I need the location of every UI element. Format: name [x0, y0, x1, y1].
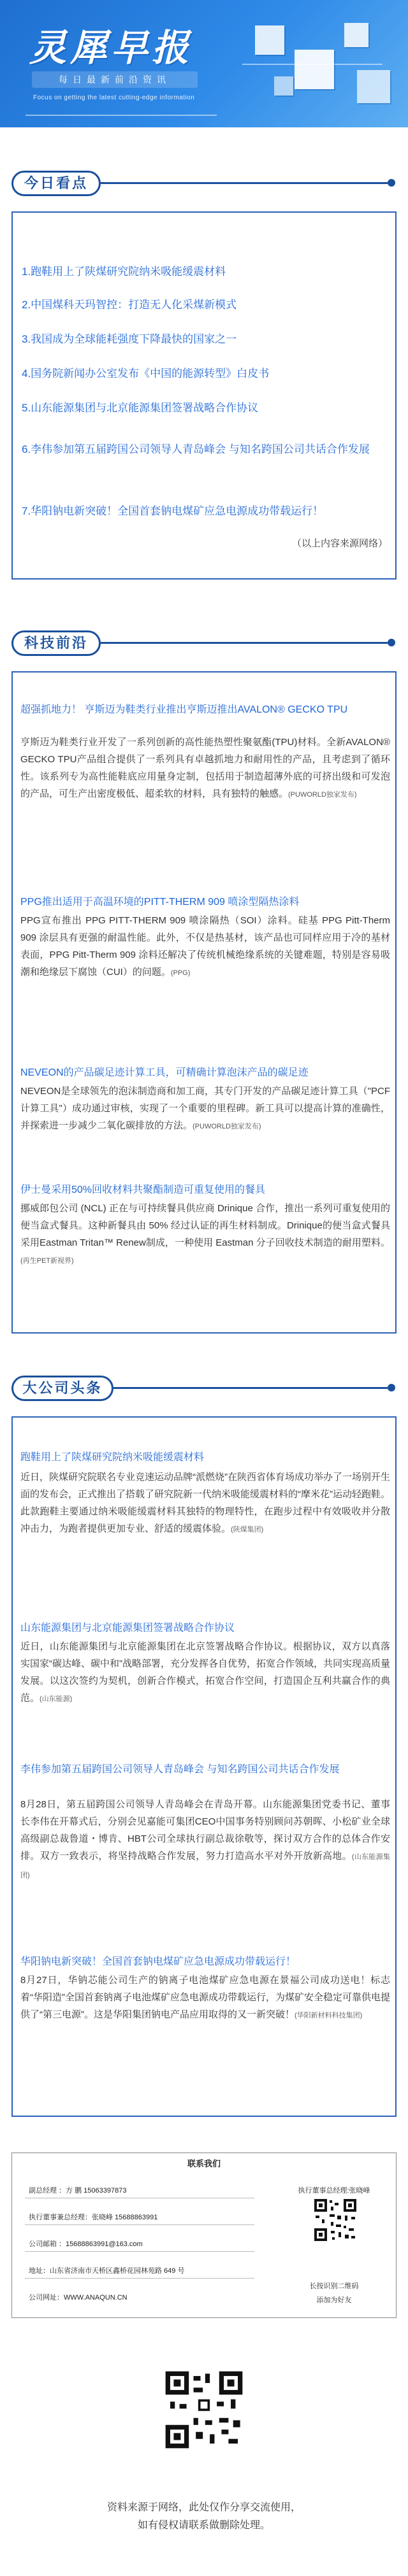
section-title-today: 今日看点 [11, 171, 101, 196]
today-item[interactable]: 2.中国煤科天玛智控：打造无人化采煤新模式 [22, 299, 237, 311]
section-header-company [11, 1376, 397, 1401]
today-item[interactable]: 1.跑鞋用上了陕煤研究院纳米吸能缓震材料 [22, 266, 226, 278]
article-title[interactable]: 山东能源集团与北京能源集团签署战略合作协议 [20, 1623, 235, 1633]
today-item[interactable]: 6.李伟参加第五届跨国公司领导人青岛峰会 与知名跨国公司共话合作发展 [22, 443, 370, 455]
article-title[interactable]: 伊士曼采用50%回收材料共聚酯制造可重复使用的餐具 [20, 1185, 266, 1195]
contact-line: 地址：山东省济南市天桥区鑫桥花园林苑路 649 号 [29, 2267, 185, 2275]
cube-decoration [274, 76, 293, 96]
today-item[interactable]: 5.山东能源集团与北京能源集团签署战略合作协议 [22, 402, 259, 414]
article-body: 近日，山东能源集团与北京能源集团在北京签署战略合作协议。根据协议，双方以真落实国家“碳达峰、碳中和”战略部署，充分发挥各自优势，拓宽合作领域，共同实现高质量发展。以这次签约为契机，创新合作模式，拓宽合作空间，打造国企互利共赢合作的典范。(山东能源) [20, 1641, 390, 1704]
today-box [11, 211, 397, 580]
company-box [11, 1416, 397, 2117]
header-banner [0, 0, 408, 127]
section-title-company: 大公司头条 [11, 1376, 113, 1401]
article-title[interactable]: PPG推出适用于高温环境的PITT-THERM 909 喷涂型隔热涂料 [20, 897, 300, 907]
today-item[interactable]: 3.我国成为全球能耗强度下降最快的国家之一 [22, 333, 237, 345]
banner-subtitle: 每日最新前沿资讯 [32, 71, 198, 88]
qr-caption: 长按识别二维码 [309, 2282, 359, 2290]
footer-line: 资料来源于网络，此处仅作分享交流使用， [106, 2502, 301, 2513]
contact-line[interactable]: 公司邮箱 ：15688863991@163.com [29, 2240, 143, 2248]
article-title[interactable]: 跑鞋用上了陕煤研究院纳米吸能缓震材料 [20, 1452, 205, 1463]
contact-title: 联系我们 [187, 2159, 221, 2168]
banner-slogan: Focus on getting the latest cutting-edge information [33, 94, 195, 101]
article-title[interactable]: NEVEON的产品碳足迹计算工具，可精确计算泡沫产品的碳足迹 [20, 1067, 309, 1078]
today-item[interactable]: 4.国务院新闻办公室发布《中国的能源转型》白皮书 [22, 367, 270, 380]
article-source: (山东能源集团) [20, 1853, 390, 1879]
contact-line: 执行董事兼总经理：张晓峰 15688863991 [29, 2214, 158, 2221]
article-body: 挪威郎包公司 (NCL) 正在与可持续餐具供应商 Drinique 合作，推出一系列可重复使用的便当盒式餐具。这种新餐具由 50% 经过认证的再生材料制成。Drinique的便当盒式餐具采用Eastman Tritan™ Renew制成，一种使用 Eastman 分子回收技术制造的耐用塑料。(再生PET新视界) [20, 1203, 390, 1265]
article-source: (华阳新材料科技集团) [295, 2012, 363, 2019]
article-source: (PPG) [170, 969, 191, 977]
contact-line: 副总经理 ：方 鹏 15063397873 [29, 2187, 127, 2195]
banner-title: 灵犀早报 [29, 26, 193, 69]
article-body: 8月28日，第五届跨国公司领导人青岛峰会在青岛开幕。山东能源集团党委书记、董事长李伟在开幕式后，分别会见嘉能可集团CEO中国事务特别顾问苏朝晖、小松矿业全球高级副总裁鲁道・博肯、HBT公司全球执行副总裁徐敬等，探讨双方合作的总体合作安排。双方一致表示，将坚持战略合作发展，努力打造高水平对外开放新高地。(山东能源集团) [20, 1799, 390, 1879]
qr-caption: 添加为好友 [316, 2296, 352, 2304]
bottom-qr-code[interactable] [163, 2369, 245, 2451]
article-title[interactable]: 华阳钠电新突破！全国首套钠电煤矿应急电源成功带载运行！ [20, 1956, 296, 1967]
article-body: 8月27日，华钠芯能公司生产的钠离子电池煤矿应急电源在景福公司成功送电！标志着“华阳造”全国首套钠离子电池煤矿应急电源成功带载运行，为煤矿安全稳定可靠供电提供了“第三电源”。这是华阳集团钠电产品应用取得的又一新突破！(华阳新材料科技集团) [20, 1975, 390, 2020]
article-title[interactable]: 超强抓地力！ 亨斯迈为鞋类行业推出亨斯迈推出AVALON® GECKO TPU [20, 704, 348, 715]
cube-decoration [295, 50, 334, 89]
section-header-tech [11, 630, 397, 656]
article-title[interactable]: 李伟参加第五届跨国公司领导人青岛峰会 与知名跨国公司共话合作发展 [20, 1764, 340, 1775]
wechat-qr-code[interactable] [313, 2198, 358, 2242]
article-body: 近日，陕煤研究院联名专业竞速运动品牌“派燃烧”在陕西省体育场成功举办了一场别开生面的发布会，正式推出了搭载了研究院新一代纳米吸能缓震材料的“摩米花”运动轻跑鞋。此款跑鞋主要通过纳米吸能缓震材料其独特的物理特性，在跑步过程中有效吸收并分散冲击力，为跑者提供更加专业、舒适的缓震体验。(陕煤集团) [20, 1472, 390, 1534]
cube-decoration [255, 25, 284, 55]
section-header-today [11, 171, 397, 196]
article-source: (山东能源) [40, 1695, 73, 1703]
section-title-tech: 科技前沿 [11, 630, 101, 656]
article-source: (陕煤集团) [231, 1526, 264, 1534]
article-source: (PUWORLD独家发布) [288, 791, 357, 799]
cube-decoration [357, 70, 390, 103]
cube-decoration [344, 23, 368, 47]
tech-box [11, 671, 397, 1334]
article-body: NEVEON是全球领先的泡沫制造商和加工商，其专门开发的产品碳足迹计算工具（"PCF计算工具"）成功通过审核，实现了一个重要的里程碑。新工具可以提高计算的准确性，并探索进一步减少二氧化碳排放的方法。(PUWORLD独家发布) [20, 1086, 390, 1131]
article-body: PPG宣布推出 PPG PITT-THERM 909 喷涂隔热（SOI）涂料。硅基 PPG Pitt-Therm 909 涂层具有更强的耐温性能。此外，不仅是热基材，该产品也可同样应用于冷的基材表面，PPG Pitt-Therm 909 涂料还解决了传统机械绝缘系统的关键难题，特别是容易吸潮和绝缘层下腐蚀（CUI）的问题。(PPG) [20, 915, 390, 978]
qr-caption: 执行董事总经理:张晓峰 [298, 2187, 370, 2195]
article-source: (再生PET新视界) [20, 1257, 74, 1265]
today-item[interactable]: 7.华阳钠电新突破！全国首套钠电煤矿应急电源成功带载运行！ [22, 505, 324, 517]
source-note: （以上内容来源网络） [291, 538, 388, 549]
contact-box [11, 2153, 397, 2318]
contact-line[interactable]: 公司网址：WWW.ANAQUN.CN [29, 2294, 127, 2302]
article-source: (PUWORLD独家发布) [193, 1123, 261, 1130]
footer-line: 如有侵权请联系做删除处理。 [137, 2520, 270, 2531]
article-body: 亨斯迈为鞋类行业开发了一系列创新的高性能热塑性聚氨酯(TPU)材料。全新AVALON® GECKO TPU产品组合提供了一系列具有卓越抓地力和耐用性的产品，且考虑到了循环性。该系列专为高性能鞋底应用量身定制，包括用于制造超薄外底的可挤出级和可发泡的产品，可生产出密度极低、超柔软的材料，具有独特的触感。(PUWORLD独家发布) [20, 737, 390, 799]
